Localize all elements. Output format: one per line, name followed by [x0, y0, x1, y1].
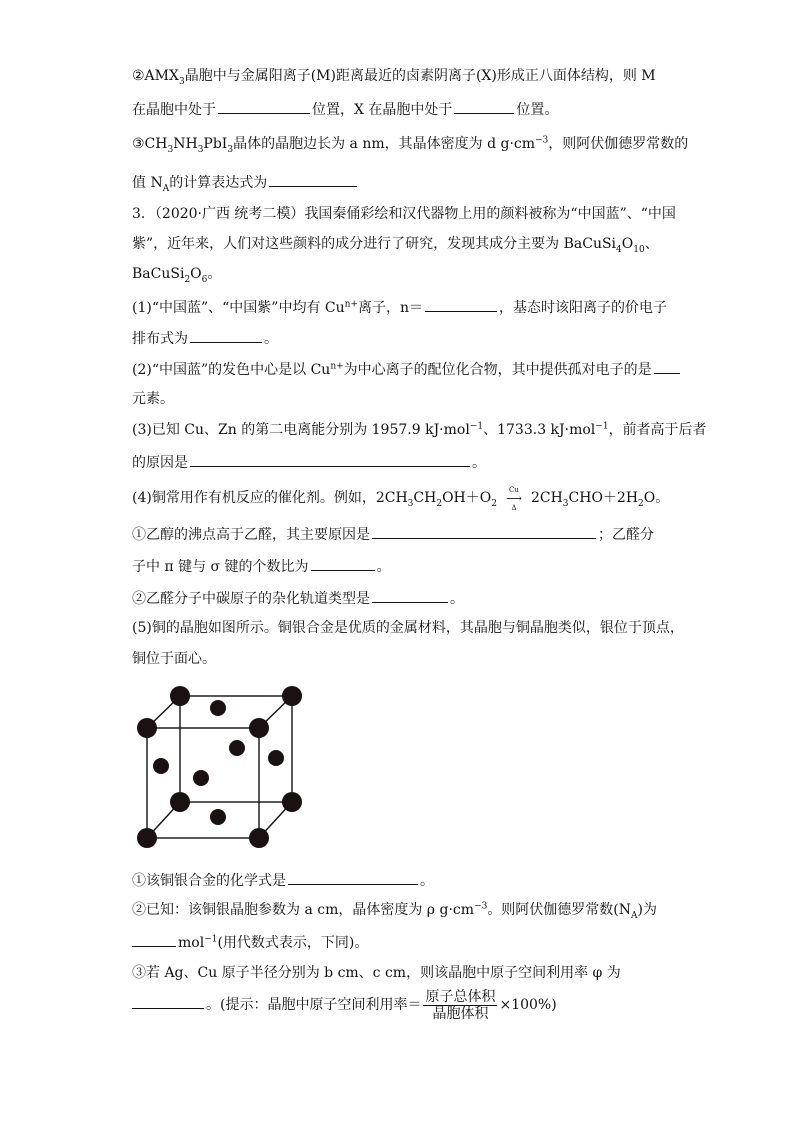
sub: 3 [407, 498, 414, 509]
text: ；乙醛分 [598, 527, 654, 543]
text: CH [413, 490, 437, 506]
answer-blank[interactable] [288, 870, 418, 885]
text: 元素。 [132, 391, 174, 407]
text: O。 [643, 490, 670, 506]
sup: n+ [344, 299, 358, 310]
q3-p1-line2 [132, 328, 278, 348]
text: ③CH [132, 136, 168, 152]
text: O [190, 266, 202, 282]
text: 子中 π 键与 σ 键的个数比为 [132, 559, 309, 575]
text: 值 N [132, 175, 163, 191]
text: ③若 Ag、Cu 原子半径分别为 b cm、c cm，则该晶胞中原子空间利用率 φ 为 [132, 965, 621, 981]
text: BaCuSi [132, 266, 185, 282]
q3-p5-2-line1 [132, 901, 657, 919]
sub: 2 [184, 274, 191, 285]
sup: −1 [469, 421, 484, 432]
q2-2-line2 [132, 99, 558, 119]
text: (4)铜常用作有机反应的催化剂。例如，2CH [132, 490, 408, 506]
corner-atom [282, 686, 302, 706]
sup: −3 [535, 135, 549, 146]
text: mol [178, 935, 205, 951]
answer-blank[interactable] [132, 994, 204, 1009]
q3-p1-line1 [132, 297, 667, 317]
face-center-atom [229, 740, 245, 756]
corner-atom [137, 828, 157, 848]
q3-p4-1-line1 [132, 524, 654, 544]
text: 。则阿伏伽德罗常数(N [487, 902, 632, 918]
text: 紫”，近年来，人们对这些颜料的成分进行了研究，发现其成分主要为 BaCuSi [132, 236, 617, 252]
text: ②AMX [132, 68, 179, 84]
q3-p4-1-line2 [132, 556, 391, 576]
text: (1)“中国蓝”、“中国紫”中均有 Cu [132, 300, 345, 316]
text: ①乙醇的沸点高于乙醛，其主要原因是 [132, 527, 370, 543]
sub: A [631, 910, 638, 921]
q3-p4-line1 [132, 486, 670, 512]
answer-blank[interactable] [454, 99, 514, 114]
text: 的计算表达式为 [169, 175, 268, 191]
q3-p5-1 [132, 870, 434, 890]
answer-blank[interactable] [218, 99, 310, 114]
text: (5)铜的晶胞如图所示。铜银合金是优质的金属材料，其晶胞与铜晶胞类似，银位于顶点， [132, 620, 684, 636]
text: ，基态时该阳离子的价电子 [499, 300, 668, 316]
q3-p5-3-line1 [132, 964, 621, 982]
text: 离子，n＝ [357, 300, 424, 316]
text: PbI [203, 136, 228, 152]
sub: 3 [197, 144, 204, 155]
sub: 3 [227, 144, 234, 155]
text: CHO＋2H [568, 490, 639, 506]
arrow-label-bottom: Δ [511, 504, 517, 512]
text: 位置。 [516, 102, 559, 118]
sub: 4 [616, 244, 622, 255]
text: OH＋O [442, 490, 492, 506]
text: 、1733.3 kJ·mol [483, 422, 596, 438]
text: O [621, 236, 634, 252]
sub: 2 [436, 498, 443, 509]
text: 。(提示：晶胞中原子空间利用率＝ [206, 997, 422, 1013]
answer-blank[interactable] [372, 524, 596, 539]
text: 晶体的晶胞边长为 a nm，其晶体密度为 d g·cm [233, 136, 536, 152]
text: 。 [376, 559, 391, 575]
fraction [423, 989, 497, 1022]
q3-p5-line1 [132, 619, 684, 637]
fraction-numerator: 原子总体积 [425, 988, 496, 1005]
text: ，前者高于后者 [608, 422, 707, 438]
q2-3-line1 [132, 135, 688, 153]
text: 2CH [530, 490, 563, 506]
text: )为 [637, 902, 657, 918]
text: 。 [420, 873, 434, 889]
sub: 3 [562, 498, 569, 509]
text: 的原因是 [132, 455, 188, 471]
text: ×100%) [499, 997, 557, 1013]
q3-p5-2-line2 [132, 932, 368, 952]
sup: −1 [204, 934, 218, 945]
text: 。 [472, 455, 486, 471]
text: (3)已知 Cu、Zn 的第二电离能分别为 1957.9 kJ·mol [132, 422, 470, 438]
corner-atom [249, 718, 269, 738]
text: 、 [644, 236, 659, 252]
q3-p3-line1 [132, 421, 707, 439]
q3-p5-3-line2 [132, 988, 557, 1022]
q3-p3-line2 [132, 452, 486, 472]
text: (用代数式表示，下同)。 [217, 935, 369, 951]
text: ②乙醛分子中碳原子的杂化轨道类型是 [132, 591, 370, 607]
q3-p2-line2 [132, 390, 174, 408]
text: NH [173, 136, 198, 152]
arrow-label-top: Cu [509, 486, 519, 494]
answer-blank[interactable] [654, 359, 680, 374]
text: 晶胞中与金属阳离子(M)距离最近的卤素阴离子(X)形成正八面体结构，则 M [184, 68, 656, 84]
sup: n+ [330, 361, 344, 372]
text: ①该铜银合金的化学式是 [132, 873, 286, 889]
text: 在晶胞中处于 [132, 102, 216, 118]
sub: 3 [167, 144, 174, 155]
answer-blank[interactable] [190, 328, 262, 343]
q3-p5-line2 [132, 650, 216, 668]
face-center-atom [153, 758, 169, 774]
sup: −3 [474, 901, 488, 912]
corner-atom [170, 686, 190, 706]
text: 。 [264, 331, 278, 347]
corner-atom [170, 792, 190, 812]
answer-blank[interactable] [269, 172, 357, 187]
sub: 2 [638, 498, 644, 509]
sub: A [162, 183, 170, 194]
corner-atom [282, 792, 302, 812]
face-center-atom [268, 750, 284, 766]
sub: 2 [491, 498, 497, 509]
sub: 6 [201, 274, 208, 285]
q3-p2-line1 [132, 359, 682, 379]
answer-blank[interactable] [372, 588, 448, 603]
text: 。 [207, 266, 222, 282]
q2-3-line2 [132, 172, 359, 192]
answer-blank[interactable] [190, 452, 470, 467]
q3-stem-line1 [132, 205, 676, 223]
q3-p4-2 [132, 588, 464, 608]
face-center-atom [193, 770, 209, 786]
reaction-arrow: Cu ⟶ Δ [497, 490, 531, 508]
answer-blank[interactable] [425, 297, 497, 312]
text: 铜位于面心。 [132, 651, 216, 667]
face-center-atom [210, 700, 226, 716]
q3-stem-line3 [132, 265, 221, 283]
text: 为中心离子的配位化合物，其中提供孤对电子的是 [343, 362, 652, 378]
answer-blank[interactable] [311, 556, 375, 571]
text: ②已知：该铜银晶胞参数为 a cm，晶体密度为 ρ g·cm [132, 902, 475, 918]
corner-atom [249, 828, 269, 848]
text: 。 [450, 591, 464, 607]
text: 排布式为 [132, 331, 188, 347]
fcc-unit-cell-diagram [130, 682, 312, 854]
corner-atom [137, 718, 157, 738]
sub: 10 [633, 244, 645, 255]
text: ，则阿伏伽德罗常数的 [548, 136, 689, 152]
answer-blank[interactable] [132, 932, 176, 947]
fraction-denominator: 晶胞体积 [432, 1005, 489, 1022]
face-center-atom [210, 809, 226, 825]
q3-stem-line2 [132, 235, 659, 253]
sub: 3 [178, 76, 185, 87]
text: 位置，X 在晶胞中处于 [312, 102, 453, 118]
sup: −1 [595, 421, 609, 432]
text: 3．（2020·广西 统考二模）我国秦俑彩绘和汉代器物上用的颜料被称为“中国蓝”、“中国 [132, 206, 676, 222]
q2-2-line1 [132, 67, 656, 85]
text: (2)“中国蓝”的发色中心是以 Cu [132, 362, 331, 378]
